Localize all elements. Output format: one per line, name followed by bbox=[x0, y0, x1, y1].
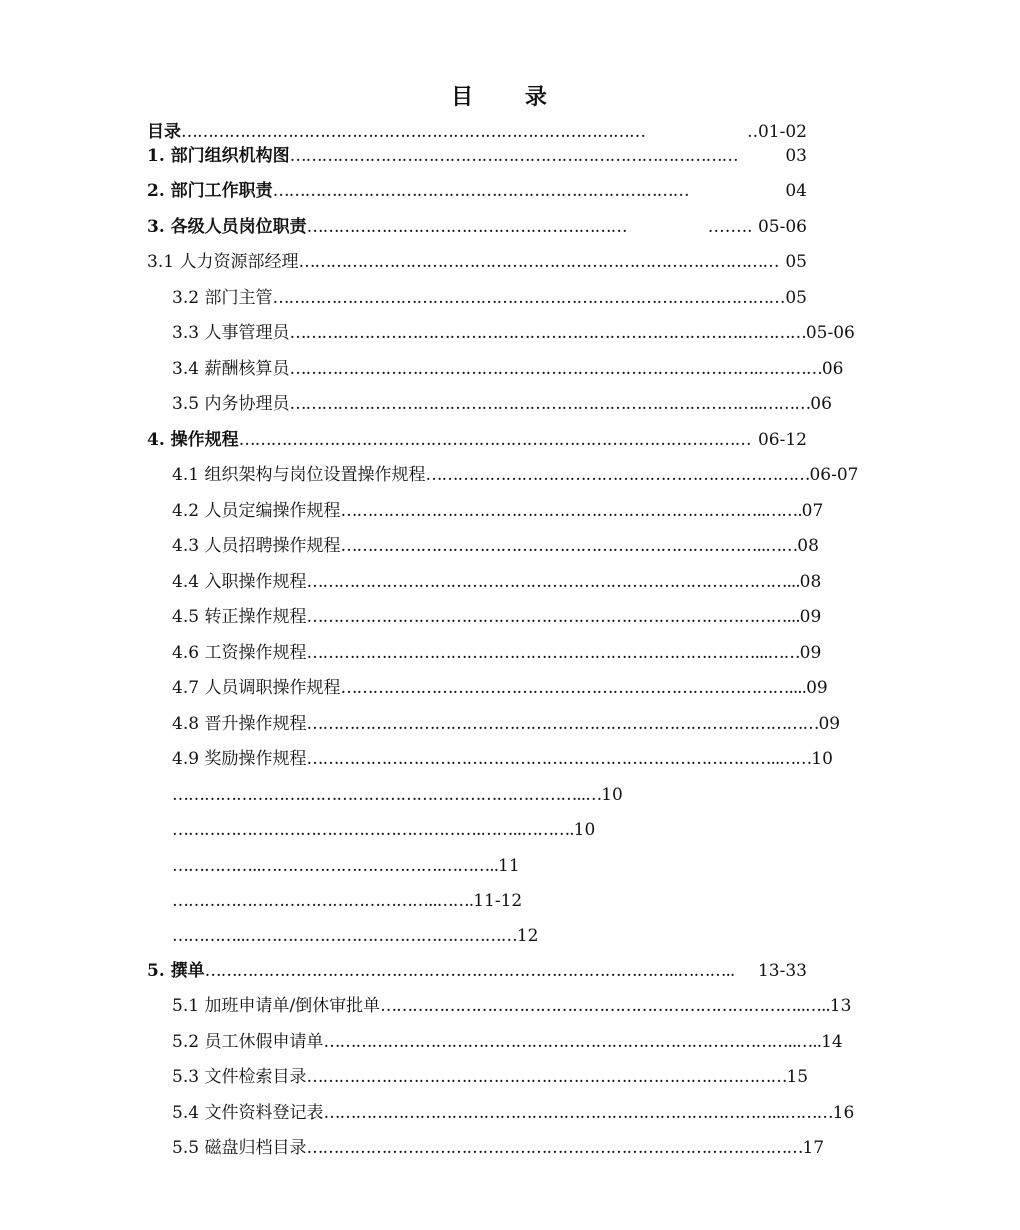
toc-page-number: 12 bbox=[516, 926, 539, 946]
toc-page-number: 17 bbox=[802, 1138, 825, 1158]
toc-leader-dots: ……………………………………………………………………..….. bbox=[380, 996, 830, 1016]
toc-entry bbox=[172, 816, 595, 844]
toc-entry-label: 4.1 组织架构与岗位设置操作规程 bbox=[172, 465, 426, 485]
toc-leader-dots: ………………………………………………………………………………... bbox=[306, 607, 800, 627]
toc-entry bbox=[172, 922, 538, 950]
toc-entry-label: 3. 各级人员岗位职责 bbox=[147, 217, 307, 237]
toc-entry bbox=[172, 992, 852, 1020]
toc-page-number: 04 bbox=[785, 181, 807, 201]
toc-entry bbox=[172, 674, 828, 702]
toc-page-number: 09 bbox=[818, 714, 841, 734]
toc-entry-label: 5.1 加班申请单/倒休审批单 bbox=[172, 996, 381, 1016]
toc-page-number: ..01-02 bbox=[747, 122, 807, 142]
toc-title: 目 录 bbox=[451, 84, 569, 110]
toc-leader-dots: ……………………………………………………………………………… bbox=[306, 1067, 787, 1087]
toc-entry bbox=[147, 426, 807, 454]
toc-entry bbox=[147, 248, 807, 276]
toc-entry-label: 2. 部门工作职责 bbox=[147, 181, 273, 201]
toc-entry bbox=[172, 1063, 807, 1091]
toc-entry-label: 4.3 人员招聘操作规程 bbox=[172, 536, 341, 556]
toc-leader-dots: ……………………………………………………………………………..…… bbox=[306, 749, 812, 769]
toc-leader-dots: …………………………………………………………………………………… bbox=[272, 288, 785, 308]
toc-page-number: 09 bbox=[799, 643, 822, 663]
toc-leader-dots: ………………………………………………………………………….... bbox=[340, 678, 807, 698]
toc-leader-dots: …………………….……………………………………………..… bbox=[172, 785, 602, 805]
toc-entry-label: 5.4 文件资料登记表 bbox=[172, 1103, 324, 1123]
toc-page-number: 05 bbox=[785, 252, 807, 272]
toc-entry-label: 5. 撰单 bbox=[147, 961, 205, 981]
toc-page-number: 10 bbox=[601, 785, 623, 805]
toc-entry bbox=[172, 745, 833, 773]
toc-page-number: 05 bbox=[785, 288, 807, 308]
toc-leader-dots: …………..…………………………………………… bbox=[172, 926, 517, 946]
toc-leader-dots: ………………………………………………….……..………. bbox=[172, 820, 574, 840]
toc-entry-label: 3.1 人力资源部经理 bbox=[147, 252, 299, 272]
toc-page-number: 06 bbox=[810, 394, 832, 414]
toc-entry bbox=[147, 177, 807, 205]
toc-entry-label: 3.2 部门主管 bbox=[172, 288, 273, 308]
toc-entry-label: 5.2 员工休假申请单 bbox=[172, 1032, 324, 1052]
toc-leader-dots: ……………………………………………………………………..……. bbox=[340, 501, 802, 521]
toc-leader-dots: ……………..…………………………….……….. bbox=[172, 856, 499, 876]
toc-entry bbox=[172, 355, 844, 383]
toc-entry-label: 3.4 薪酬核算员 bbox=[172, 359, 290, 379]
toc-entry bbox=[172, 603, 822, 631]
toc-leader-dots: …………………………………………………………………………………… bbox=[238, 430, 751, 450]
toc-leader-dots: …………………………………………..……. bbox=[172, 891, 474, 911]
toc-page-number: 13 bbox=[829, 996, 852, 1016]
toc-page-number: 09 bbox=[806, 678, 828, 698]
toc-entry-label: 1. 部门组织机构图 bbox=[147, 146, 290, 166]
toc-leader-dots: ……………………………………………………………………..…… bbox=[340, 536, 798, 556]
toc-entry bbox=[147, 213, 807, 241]
toc-leader-dots: …………………………………………………………………………… bbox=[181, 122, 645, 142]
toc-entry bbox=[172, 852, 520, 880]
toc-page-number: 10 bbox=[811, 749, 833, 769]
toc-entry bbox=[172, 1028, 843, 1056]
toc-entry-label: 4.4 入职操作规程 bbox=[172, 572, 307, 592]
toc-entry bbox=[147, 142, 807, 170]
toc-page-number: 03 bbox=[785, 146, 807, 166]
toc-entry-label: 3.5 内务协理员 bbox=[172, 394, 290, 414]
toc-leader-dots: …………………………………………………… bbox=[306, 217, 627, 237]
toc-entry-label: 4.9 奖励操作规程 bbox=[172, 749, 307, 769]
toc-entry-label: 4.7 人员调职操作规程 bbox=[172, 678, 341, 698]
toc-entry-label: 5.5 磁盘归档目录 bbox=[172, 1138, 307, 1158]
toc-entry bbox=[172, 461, 859, 489]
toc-page-number: 06 bbox=[821, 359, 844, 379]
toc-entry-label: 3.3 人事管理员 bbox=[172, 323, 290, 343]
toc-entry bbox=[172, 319, 855, 347]
toc-leader-dots: ………………………………………………………………………………… bbox=[306, 1138, 803, 1158]
toc-entry-label: 5.3 文件检索目录 bbox=[172, 1067, 307, 1087]
toc-entry bbox=[172, 710, 841, 738]
toc-page-number: 06-07 bbox=[809, 465, 859, 485]
toc-entry bbox=[172, 781, 623, 809]
toc-leader-dots: …………………………………………………………………………...……… bbox=[323, 1103, 833, 1123]
toc-entry-label: 4.8 晋升操作规程 bbox=[172, 714, 307, 734]
toc-entry bbox=[172, 1099, 855, 1127]
toc-leader-dots: …………………………………………………………………………….………… bbox=[289, 359, 822, 379]
toc-leader-dots: ……………………………………………………………………………..……… bbox=[289, 394, 811, 414]
toc-entry-label: 4. 操作规程 bbox=[147, 430, 239, 450]
toc-entry-label: 4.6 工资操作规程 bbox=[172, 643, 307, 663]
toc-leader-dots: ……………………………………………………………… bbox=[425, 465, 810, 485]
toc-page-number: 08 bbox=[797, 536, 819, 556]
toc-page-number: 13-33 bbox=[757, 961, 807, 981]
toc-entry-label: 4.2 人员定编操作规程 bbox=[172, 501, 341, 521]
toc-leader-dots: ……………………………………………………………………………..……….. bbox=[204, 961, 735, 981]
toc-page-number: …….. 05-06 bbox=[707, 217, 807, 237]
toc-entry bbox=[172, 497, 824, 525]
toc-page-number: 10 bbox=[573, 820, 596, 840]
toc-page-number: 06-12 bbox=[757, 430, 807, 450]
toc-page-number: 08 bbox=[799, 572, 822, 592]
toc-leader-dots: ………………………………………………………………………… bbox=[289, 146, 738, 166]
toc-page-number: 14 bbox=[821, 1032, 843, 1052]
toc-leader-dots: ……………………………………………………………………………..….. bbox=[323, 1032, 822, 1052]
toc-leader-dots: ……………………………………………………………………………… bbox=[298, 252, 779, 272]
toc-page-number: 16 bbox=[832, 1103, 855, 1123]
toc-entry bbox=[172, 390, 832, 418]
toc-leader-dots: …………………………………………………………………………………… bbox=[306, 714, 819, 734]
toc-page-number: 07 bbox=[801, 501, 824, 521]
toc-leader-dots: ………………………………………………………………………………... bbox=[306, 572, 800, 592]
toc-leader-dots: …………………………………………………………………… bbox=[272, 181, 689, 201]
toc-leader-dots: …………………………………………………………………………...…… bbox=[306, 643, 800, 663]
toc-entry bbox=[172, 639, 822, 667]
toc-entry bbox=[172, 887, 522, 915]
toc-page-number: 11-12 bbox=[473, 891, 523, 911]
toc-page-number: 09 bbox=[799, 607, 822, 627]
toc-page-number: 15 bbox=[786, 1067, 809, 1087]
toc-page-number: 11 bbox=[498, 856, 520, 876]
toc-entry bbox=[147, 957, 807, 985]
toc-entry bbox=[172, 284, 807, 312]
toc-entry bbox=[172, 532, 819, 560]
toc-entry bbox=[172, 1134, 825, 1162]
toc-leader-dots: ………………………………………………………………………….………… bbox=[289, 323, 806, 343]
toc-entry bbox=[172, 568, 822, 596]
toc-entry-label: 4.5 转正操作规程 bbox=[172, 607, 307, 627]
toc-page-number: 05-06 bbox=[805, 323, 855, 343]
toc-entry-label: 目录 bbox=[147, 122, 181, 142]
